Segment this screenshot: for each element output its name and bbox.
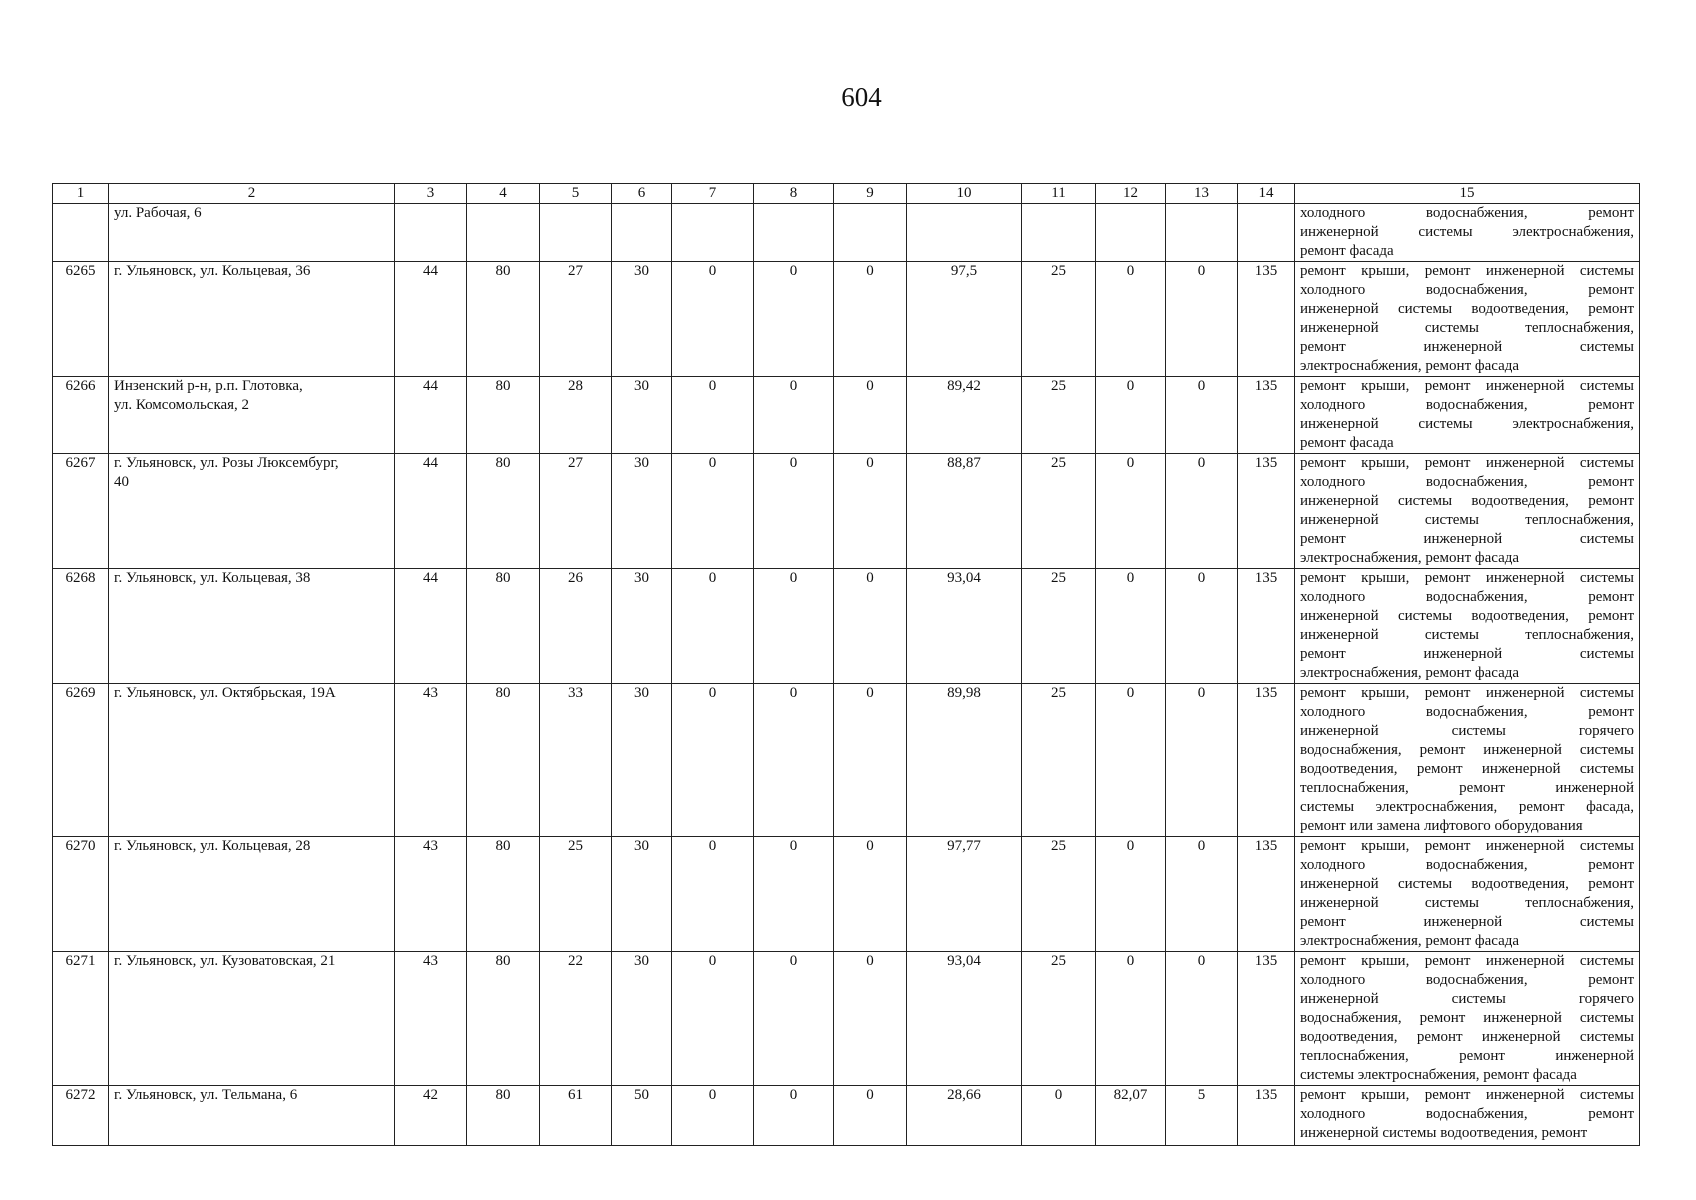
works-text-line: системы электроснабжения, ремонт фасада (1300, 1067, 1577, 1083)
row-number-cell (53, 204, 109, 262)
works-list-cell (1295, 684, 1640, 837)
works-text-line: водоотведения, ремонт инженерной системы (1300, 1029, 1634, 1045)
works-text-line: ремонт крыши, ремонт инженерной системы (1300, 838, 1634, 854)
works-text-line: холодного водоснабжения, ремонт (1300, 1106, 1634, 1122)
value-cell-c14: 135 (1238, 454, 1295, 569)
works-text-line: инженерной системы теплоснабжения, (1300, 627, 1634, 643)
column-header: 5 (540, 184, 612, 204)
value-cell-c6: 30 (612, 952, 672, 1086)
value-cell-c7: 0 (672, 1086, 754, 1146)
works-list-cell (1295, 262, 1640, 377)
value-cell-c4: 80 (467, 952, 540, 1086)
works-text-line: холодного водоснабжения, ремонт (1300, 972, 1634, 988)
value-cell-c14: 135 (1238, 377, 1295, 454)
works-text-line: ремонт фасада (1300, 243, 1394, 259)
column-number-header-row (53, 184, 1640, 204)
table-row (53, 262, 1640, 377)
works-text-line: ремонт или замена лифтового оборудования (1300, 818, 1583, 834)
value-cell-c13: 0 (1166, 454, 1238, 569)
value-cell-c5: 28 (540, 377, 612, 454)
value-cell-c14 (1238, 204, 1295, 262)
value-cell-c9: 0 (834, 684, 907, 837)
value-cell-c11: 25 (1022, 262, 1096, 377)
value-cell-c6: 30 (612, 377, 672, 454)
works-text-line: электроснабжения, ремонт фасада (1300, 358, 1520, 374)
value-cell-c13: 0 (1166, 569, 1238, 684)
row-number-cell: 6270 (53, 837, 109, 952)
value-cell-c6 (612, 204, 672, 262)
works-text-line: инженерной системы водоотведения, ремонт (1300, 608, 1634, 624)
value-cell-c14: 135 (1238, 569, 1295, 684)
value-cell-c3: 44 (395, 262, 467, 377)
value-cell-c12: 0 (1096, 262, 1166, 377)
row-number-cell: 6266 (53, 377, 109, 454)
column-header: 7 (672, 184, 754, 204)
works-text-line: холодного водоснабжения, ремонт (1300, 282, 1634, 298)
value-cell-c7: 0 (672, 569, 754, 684)
address-cell: г. Ульяновск, ул. Кольцевая, 28 (109, 837, 395, 952)
works-text-line: ремонт инженерной системы (1300, 914, 1634, 930)
works-text-line: водоотведения, ремонт инженерной системы (1300, 761, 1634, 777)
works-text-line: холодного водоснабжения, ремонт (1300, 474, 1634, 490)
address-cell: г. Ульяновск, ул. Кузоватовская, 21 (109, 952, 395, 1086)
value-cell-c5: 27 (540, 262, 612, 377)
value-cell-c8: 0 (754, 837, 834, 952)
address-cell: г. Ульяновск, ул. Тельмана, 6 (109, 1086, 395, 1146)
table-row (53, 837, 1640, 952)
column-header: 2 (109, 184, 395, 204)
works-text-line: электроснабжения, ремонт фасада (1300, 933, 1520, 949)
works-list-cell (1295, 837, 1640, 952)
value-cell-c5: 61 (540, 1086, 612, 1146)
value-cell-c6: 30 (612, 837, 672, 952)
value-cell-c13: 0 (1166, 262, 1238, 377)
value-cell-c12: 0 (1096, 837, 1166, 952)
table-row (53, 684, 1640, 837)
works-text-line: инженерной системы теплоснабжения, (1300, 512, 1634, 528)
works-text-line: инженерной системы теплоснабжения, (1300, 320, 1634, 336)
column-header: 14 (1238, 184, 1295, 204)
table-row (53, 454, 1640, 569)
value-cell-c9: 0 (834, 377, 907, 454)
value-cell-c7: 0 (672, 837, 754, 952)
address-cell: г. Ульяновск, ул. Кольцевая, 38 (109, 569, 395, 684)
row-number-cell: 6268 (53, 569, 109, 684)
works-text-line: холодного водоснабжения, ремонт (1300, 205, 1634, 221)
table-row (53, 1086, 1640, 1146)
value-cell-c12: 0 (1096, 454, 1166, 569)
value-cell-c12: 82,07 (1096, 1086, 1166, 1146)
table-row (53, 569, 1640, 684)
value-cell-c3: 43 (395, 684, 467, 837)
works-text-line: водоснабжения, ремонт инженерной системы (1300, 1010, 1634, 1026)
works-text-line: инженерной системы электроснабжения, (1300, 416, 1634, 432)
works-list-cell (1295, 952, 1640, 1086)
value-cell-c4: 80 (467, 454, 540, 569)
value-cell-c4: 80 (467, 569, 540, 684)
column-header: 12 (1096, 184, 1166, 204)
value-cell-c8: 0 (754, 684, 834, 837)
value-cell-c14: 135 (1238, 952, 1295, 1086)
value-cell-c13: 5 (1166, 1086, 1238, 1146)
value-cell-c11: 25 (1022, 684, 1096, 837)
row-number-cell: 6267 (53, 454, 109, 569)
works-text-line: ремонт крыши, ремонт инженерной системы (1300, 263, 1634, 279)
value-cell-c10: 89,42 (907, 377, 1022, 454)
value-cell-c10: 93,04 (907, 952, 1022, 1086)
works-text-line: инженерной системы горячего (1300, 991, 1634, 1007)
value-cell-c4: 80 (467, 837, 540, 952)
row-number-cell: 6269 (53, 684, 109, 837)
works-text-line: ремонт фасада (1300, 435, 1394, 451)
works-text-line: ремонт инженерной системы (1300, 531, 1634, 547)
value-cell-c7: 0 (672, 377, 754, 454)
value-cell-c12: 0 (1096, 684, 1166, 837)
value-cell-c10: 88,87 (907, 454, 1022, 569)
value-cell-c9: 0 (834, 952, 907, 1086)
value-cell-c10: 93,04 (907, 569, 1022, 684)
value-cell-c14: 135 (1238, 837, 1295, 952)
value-cell-c3: 42 (395, 1086, 467, 1146)
value-cell-c8: 0 (754, 454, 834, 569)
works-text-line: инженерной системы водоотведения, ремонт (1300, 301, 1634, 317)
value-cell-c6: 30 (612, 684, 672, 837)
works-text-line: ремонт инженерной системы (1300, 646, 1634, 662)
value-cell-c7: 0 (672, 952, 754, 1086)
works-text-line: инженерной системы водоотведения, ремонт (1300, 1125, 1588, 1141)
value-cell-c14: 135 (1238, 1086, 1295, 1146)
table-row (53, 952, 1640, 1086)
value-cell-c11 (1022, 204, 1096, 262)
value-cell-c6: 30 (612, 262, 672, 377)
works-text-line: инженерной системы горячего (1300, 723, 1634, 739)
value-cell-c5 (540, 204, 612, 262)
column-header: 10 (907, 184, 1022, 204)
value-cell-c6: 50 (612, 1086, 672, 1146)
value-cell-c5: 25 (540, 837, 612, 952)
value-cell-c12 (1096, 204, 1166, 262)
value-cell-c14: 135 (1238, 684, 1295, 837)
value-cell-c9 (834, 204, 907, 262)
value-cell-c13: 0 (1166, 952, 1238, 1086)
column-header: 13 (1166, 184, 1238, 204)
value-cell-c9: 0 (834, 837, 907, 952)
value-cell-c11: 25 (1022, 454, 1096, 569)
value-cell-c11: 25 (1022, 569, 1096, 684)
works-text-line: инженерной системы водоотведения, ремонт (1300, 493, 1634, 509)
value-cell-c13: 0 (1166, 377, 1238, 454)
row-number-cell: 6272 (53, 1086, 109, 1146)
works-text-line: ремонт крыши, ремонт инженерной системы (1300, 953, 1634, 969)
works-list-cell (1295, 1086, 1640, 1146)
works-text-line: инженерной системы теплоснабжения, (1300, 895, 1634, 911)
value-cell-c8: 0 (754, 952, 834, 1086)
value-cell-c10: 28,66 (907, 1086, 1022, 1146)
works-text-line: инженерной системы электроснабжения, (1300, 224, 1634, 240)
address-cell: Инзенский р-н, р.п. Глотовка, ул. Комсомольская, 2 (109, 377, 395, 454)
value-cell-c6: 30 (612, 454, 672, 569)
value-cell-c7: 0 (672, 454, 754, 569)
works-text-line: ремонт крыши, ремонт инженерной системы (1300, 455, 1634, 471)
value-cell-c3: 43 (395, 837, 467, 952)
value-cell-c9: 0 (834, 262, 907, 377)
value-cell-c12: 0 (1096, 569, 1166, 684)
value-cell-c10 (907, 204, 1022, 262)
value-cell-c7: 0 (672, 262, 754, 377)
row-number-cell: 6265 (53, 262, 109, 377)
works-text-line: ремонт крыши, ремонт инженерной системы (1300, 685, 1634, 701)
address-cell: г. Ульяновск, ул. Кольцевая, 36 (109, 262, 395, 377)
works-text-line: ремонт крыши, ремонт инженерной системы (1300, 1087, 1634, 1103)
address-cell: ул. Рабочая, 6 (109, 204, 395, 262)
works-text-line: ремонт инженерной системы (1300, 339, 1634, 355)
value-cell-c8: 0 (754, 262, 834, 377)
value-cell-c11: 0 (1022, 1086, 1096, 1146)
value-cell-c12: 0 (1096, 952, 1166, 1086)
works-text-line: системы электроснабжения, ремонт фасада, (1300, 799, 1634, 815)
value-cell-c4: 80 (467, 684, 540, 837)
value-cell-c13 (1166, 204, 1238, 262)
value-cell-c11: 25 (1022, 952, 1096, 1086)
works-text-line: теплоснабжения, ремонт инженерной (1300, 1048, 1634, 1064)
works-text-line: холодного водоснабжения, ремонт (1300, 397, 1634, 413)
column-header: 4 (467, 184, 540, 204)
value-cell-c12: 0 (1096, 377, 1166, 454)
works-text-line: электроснабжения, ремонт фасада (1300, 665, 1520, 681)
repair-register-table (52, 183, 1640, 1146)
column-header: 8 (754, 184, 834, 204)
works-text-line: водоснабжения, ремонт инженерной системы (1300, 742, 1634, 758)
value-cell-c4: 80 (467, 1086, 540, 1146)
value-cell-c3: 44 (395, 454, 467, 569)
works-text-line: инженерной системы водоотведения, ремонт (1300, 876, 1634, 892)
value-cell-c8 (754, 204, 834, 262)
value-cell-c9: 0 (834, 454, 907, 569)
value-cell-c5: 26 (540, 569, 612, 684)
works-list-cell (1295, 454, 1640, 569)
works-text-line: холодного водоснабжения, ремонт (1300, 857, 1634, 873)
value-cell-c3 (395, 204, 467, 262)
value-cell-c10: 89,98 (907, 684, 1022, 837)
works-text-line: холодного водоснабжения, ремонт (1300, 704, 1634, 720)
value-cell-c9: 0 (834, 569, 907, 684)
works-text-line: ремонт крыши, ремонт инженерной системы (1300, 570, 1634, 586)
value-cell-c7: 0 (672, 684, 754, 837)
value-cell-c3: 44 (395, 377, 467, 454)
value-cell-c3: 44 (395, 569, 467, 684)
column-header: 6 (612, 184, 672, 204)
value-cell-c6: 30 (612, 569, 672, 684)
value-cell-c4: 80 (467, 262, 540, 377)
value-cell-c10: 97,5 (907, 262, 1022, 377)
works-list-cell (1295, 204, 1640, 262)
column-header: 15 (1295, 184, 1640, 204)
column-header: 9 (834, 184, 907, 204)
value-cell-c7 (672, 204, 754, 262)
value-cell-c14: 135 (1238, 262, 1295, 377)
page-number: 604 (841, 82, 882, 112)
column-header: 11 (1022, 184, 1096, 204)
column-header: 1 (53, 184, 109, 204)
value-cell-c13: 0 (1166, 837, 1238, 952)
value-cell-c3: 43 (395, 952, 467, 1086)
works-text-line: теплоснабжения, ремонт инженерной (1300, 780, 1634, 796)
value-cell-c13: 0 (1166, 684, 1238, 837)
value-cell-c5: 22 (540, 952, 612, 1086)
value-cell-c11: 25 (1022, 377, 1096, 454)
works-text-line: электроснабжения, ремонт фасада (1300, 550, 1520, 566)
value-cell-c8: 0 (754, 377, 834, 454)
works-list-cell (1295, 377, 1640, 454)
address-cell: г. Ульяновск, ул. Октябрьская, 19А (109, 684, 395, 837)
works-list-cell (1295, 569, 1640, 684)
table-row (53, 204, 1640, 262)
value-cell-c9: 0 (834, 1086, 907, 1146)
address-cell: г. Ульяновск, ул. Розы Люксембург, 40 (109, 454, 395, 569)
works-text-line: холодного водоснабжения, ремонт (1300, 589, 1634, 605)
value-cell-c11: 25 (1022, 837, 1096, 952)
row-number-cell: 6271 (53, 952, 109, 1086)
value-cell-c4 (467, 204, 540, 262)
value-cell-c5: 27 (540, 454, 612, 569)
works-text-line: ремонт крыши, ремонт инженерной системы (1300, 378, 1634, 394)
value-cell-c10: 97,77 (907, 837, 1022, 952)
value-cell-c5: 33 (540, 684, 612, 837)
value-cell-c4: 80 (467, 377, 540, 454)
value-cell-c8: 0 (754, 569, 834, 684)
value-cell-c8: 0 (754, 1086, 834, 1146)
column-header: 3 (395, 184, 467, 204)
table-row (53, 377, 1640, 454)
